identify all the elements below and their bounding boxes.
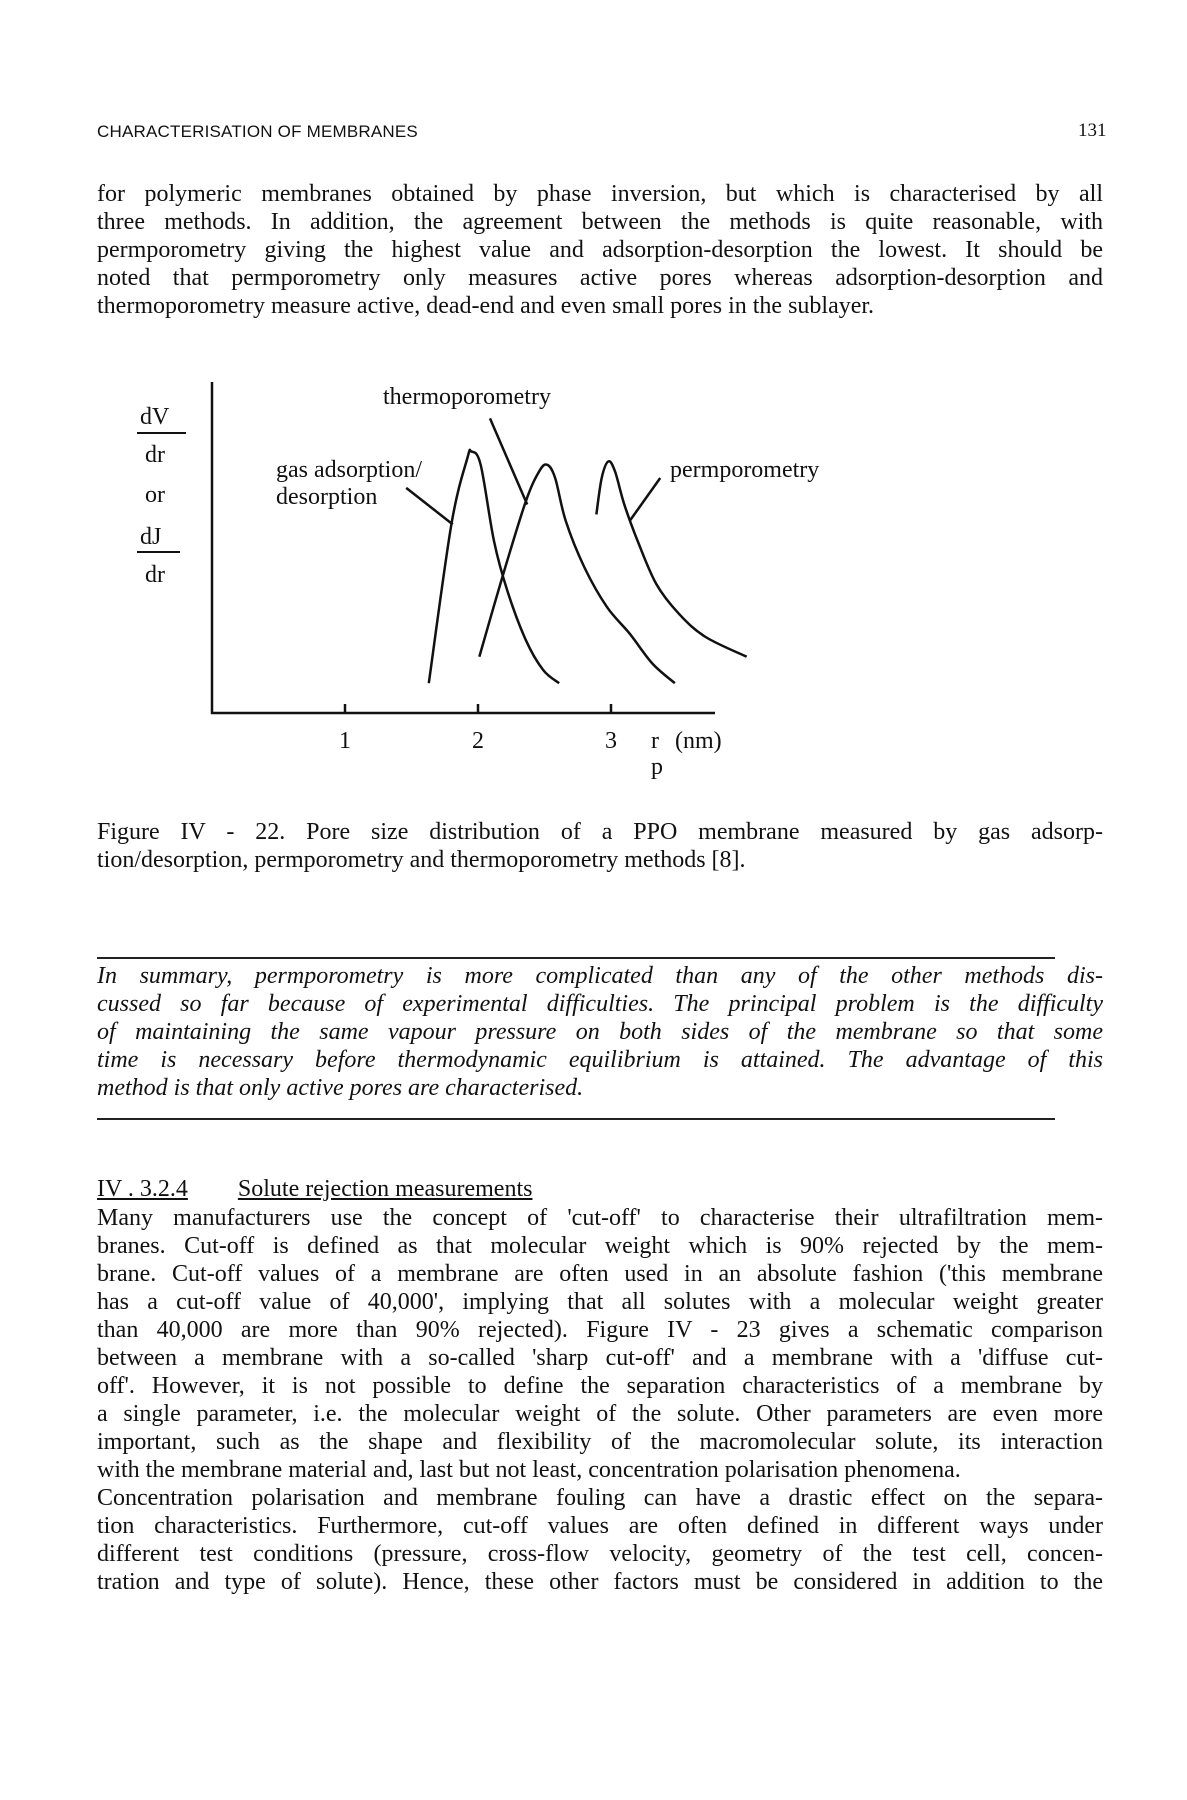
y-label-dr-2: dr xyxy=(145,562,165,588)
x-tick-label: 3 xyxy=(605,728,617,754)
paragraph-3 xyxy=(97,1484,1103,1596)
text-line: tration and type of solute). Hence, these other factors must be considered in addition to the xyxy=(97,1569,1103,1595)
x-label: r xyxy=(651,728,659,754)
text-line: for polymeric membranes obtained by phase inversion, but which is characterised by all xyxy=(97,181,1103,207)
text-line: Many manufacturers use the concept of 'cut-off' to characterise their ultrafiltration mem- xyxy=(97,1205,1103,1231)
text-line: permporometry giving the highest value and adsorption-desorption the lowest. It should be xyxy=(97,237,1103,263)
summary-box xyxy=(97,962,1103,1102)
y-label-dv: dV xyxy=(140,404,170,430)
y-label-dr: dr xyxy=(145,442,165,468)
x-label-subscript: p xyxy=(651,754,663,780)
section-number: IV . 3.2.4 xyxy=(97,1176,188,1202)
curve-gas xyxy=(429,450,559,683)
y-label-or: or xyxy=(145,482,165,508)
y-label-dj: dJ xyxy=(140,524,162,550)
text-line: than 40,000 are more than 90% rejected). Figure IV - 23 gives a schematic comparison xyxy=(97,1317,1103,1343)
text-line: has a cut-off value of 40,000', implying that all solutes with a molecular weight greater xyxy=(97,1289,1103,1315)
leader-line xyxy=(490,418,527,504)
text-line: In summary, permporometry is more complicated than any of the other methods dis- xyxy=(97,963,1103,989)
label-thermoporometry: thermoporometry xyxy=(383,384,551,410)
text-line: tion/desorption, permporometry and thermoporometry methods [8]. xyxy=(97,847,746,873)
text-line: different test conditions (pressure, cross-flow velocity, geometry of the test cell, concen- xyxy=(97,1541,1103,1567)
text-line: with the membrane material and, last but not least, concentration polarisation phenomena. xyxy=(97,1457,961,1483)
curve-permporometry xyxy=(596,461,746,656)
summary-top-rule xyxy=(97,957,1055,959)
text-line: cussed so far because of experimental difficulties. The principal problem is the difficulty xyxy=(97,991,1103,1017)
text-line: off'. However, it is not possible to define the separation characteristics of a membrane by xyxy=(97,1373,1103,1399)
x-label-unit: (nm) xyxy=(675,728,722,754)
paragraph-2 xyxy=(97,1204,1103,1484)
text-line: three methods. In addition, the agreement between the methods is quite reasonable, with xyxy=(97,209,1103,235)
text-line: method is that only active pores are characterised. xyxy=(97,1075,584,1101)
label-permporometry: permporometry xyxy=(670,457,820,483)
text-line: between a membrane with a so-called 'sharp cut-off' and a membrane with a 'diffuse cut- xyxy=(97,1345,1103,1371)
leader-line xyxy=(630,478,661,521)
text-line: branes. Cut-off is defined as that molecular weight which is 90% rejected by the mem- xyxy=(97,1233,1103,1259)
text-line: Figure IV - 22. Pore size distribution of a PPO membrane measured by gas adsorp- xyxy=(97,819,1103,845)
text-line: important, such as the shape and flexibility of the macromolecular solute, its interaction xyxy=(97,1429,1103,1455)
figure-caption xyxy=(97,818,1103,874)
section-heading xyxy=(97,1175,532,1203)
section-title: Solute rejection measurements xyxy=(237,1176,533,1202)
running-header: CHARACTERISATION OF MEMBRANES xyxy=(97,122,418,141)
text-line: tion characteristics. Furthermore, cut-off values are often defined in different ways under xyxy=(97,1513,1103,1539)
pore-size-distribution-figure xyxy=(0,0,1187,800)
x-tick-label: 1 xyxy=(339,728,351,754)
leader-line xyxy=(406,488,453,524)
label-gas-adsorption: gas adsorption/ xyxy=(276,457,422,483)
x-tick-label: 2 xyxy=(472,728,484,754)
text-line: thermoporometry measure active, dead-end and even small pores in the sublayer. xyxy=(97,293,875,319)
text-line: time is necessary before thermodynamic equilibrium is attained. The advantage of this xyxy=(97,1047,1103,1073)
text-line: noted that permporometry only measures active pores whereas adsorption-desorption and xyxy=(97,265,1103,291)
text-line: a single parameter, i.e. the molecular weight of the solute. Other parameters are even more xyxy=(97,1401,1103,1427)
label-desorption: desorption xyxy=(276,484,378,510)
text-line: brane. Cut-off values of a membrane are often used in an absolute fashion ('this membrane xyxy=(97,1261,1103,1287)
text-line: of maintaining the same vapour pressure on both sides of the membrane so that some xyxy=(97,1019,1103,1045)
page-number: 131 xyxy=(1078,120,1107,141)
text-line: Concentration polarisation and membrane fouling can have a drastic effect on the separa- xyxy=(97,1485,1103,1511)
summary-bottom-rule xyxy=(97,1118,1055,1120)
y-axis-label xyxy=(137,404,186,588)
